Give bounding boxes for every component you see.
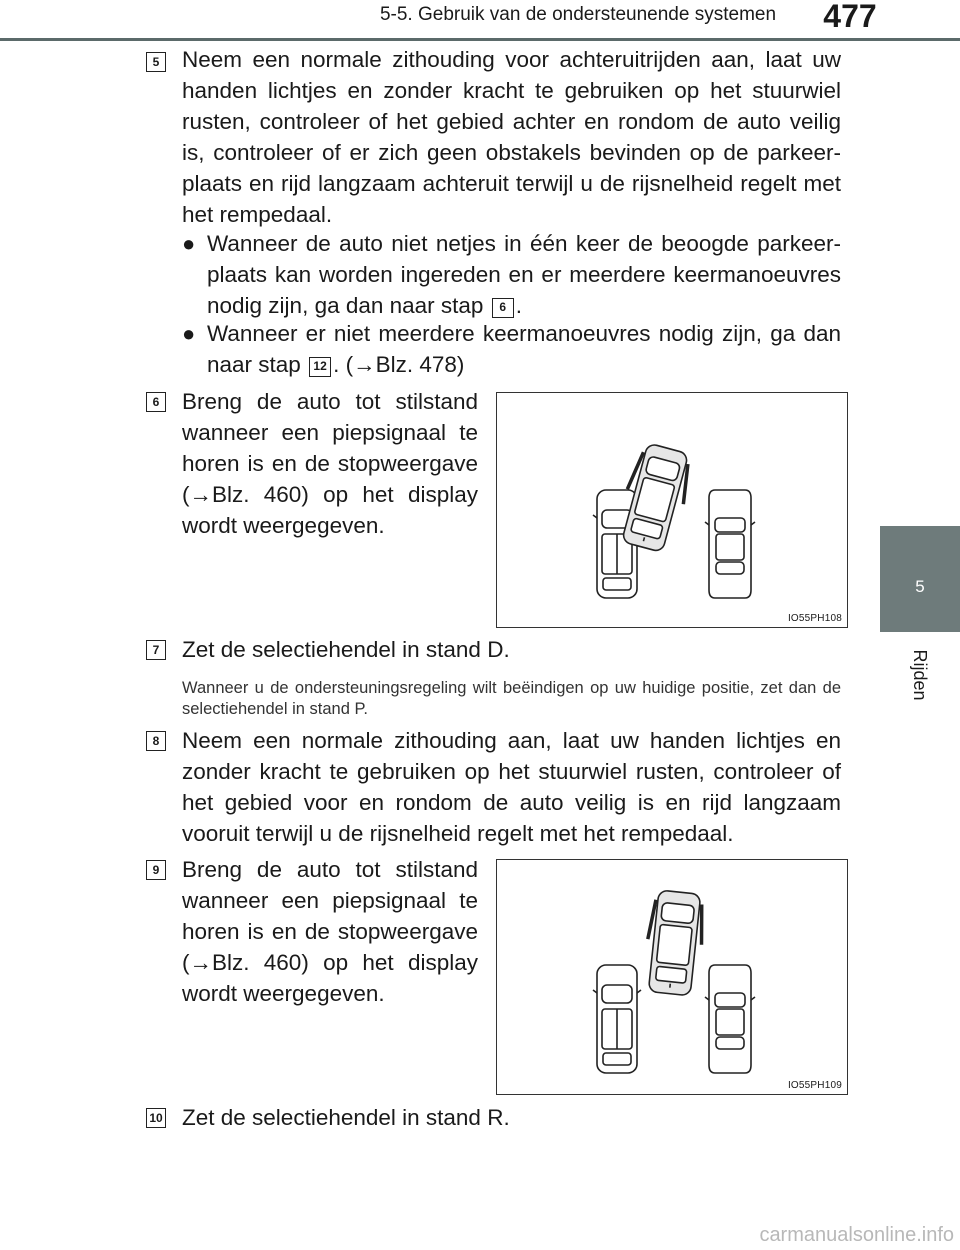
bullet-icon: ● [182,231,196,256]
header-section-title: 5-5. Gebruik van de ondersteunende systemen [379,4,777,25]
step-ref-12: 12 [309,357,331,377]
bullet-2-text: Wanneer er niet meerdere keermanoeuvres nodig zijn, ga dan naar stap 12 . (→Blz. 478) [207,321,841,377]
parked-car-right [705,490,755,598]
step-5-bullet-1 [182,228,841,321]
step-5-bullet-2 [182,318,841,380]
parking-diagram [497,393,846,626]
header-rule [0,38,960,41]
page-number: 477 [823,0,877,34]
chapter-tab-number: 5 [915,577,925,596]
maneuvering-car [614,441,696,555]
step-10-text: Zet de selectiehendel in stand R. [182,1105,510,1130]
parking-illustration-2 [496,859,848,1095]
step-number-8: 8 [146,731,166,751]
step-number-5: 5 [146,52,166,72]
step-7-text: Zet de selectiehendel in stand D. [182,637,510,662]
parking-diagram [497,860,846,1093]
bullet-1-text: Wanneer de auto niet netjes in één keer de beoogde parkeerplaats kan worden ingereden en er meerdere keermanoeuvres nodig zijn, ga dan naar stap 6 . [207,231,841,318]
bullet-icon: ● [182,321,196,346]
step-8-text: Neem een normale zithouding aan, laat uw handen lichtjes en zonder kracht te gebruiken op het stuurwiel rusten, controleer of het gebied voor en rondom de auto veilig is en rijd langzaam vooruit terwijl u de rijsnelheid regelt met het rempedaal. [182,728,841,846]
step-6-text: Breng de auto tot stilstand wanneer een piepsignaal te horen is en de stopweergave (→Blz. 460) op het display wordt weergegeven. [182,389,478,538]
parking-illustration-1 [496,392,848,628]
step-number-10: 10 [146,1108,166,1128]
watermark: carmanualsonline.info [759,1224,954,1246]
figure-code-2: IO55PH109 [787,1080,842,1091]
parked-car-right [705,965,755,1073]
maneuvering-car [642,889,706,996]
chapter-label: Rijden [910,649,930,701]
step-number-7: 7 [146,640,166,660]
figure-code-1: IO55PH108 [787,613,842,624]
step-ref-6: 6 [492,298,514,318]
step-9-text: Breng de auto tot stilstand wanneer een piepsignaal te horen is en de stopweergave (→Blz. 460) op het display wordt weergegeven. [182,857,478,1006]
parked-car-left [593,965,641,1073]
step-5-text: Neem een normale zithouding voor achteruitrijden aan, laat uw handen lichtjes en zonder kracht te gebruiken op het stuurwiel rusten, controleer of het gebied achter en rondom de auto veilig is, controleer of er zich geen obstakels bevinden op de parkeerplaats en rijd langzaam achteruit terwijl u de rijsnelheid regelt met het rempedaal. [182,47,841,227]
step-7-note: Wanneer u de ondersteuningsregeling wilt beëindigen op uw huidige positie, zet dan de selectiehendel in stand P. [182,679,841,718]
step-number-9: 9 [146,860,166,880]
step-number-6: 6 [146,392,166,412]
